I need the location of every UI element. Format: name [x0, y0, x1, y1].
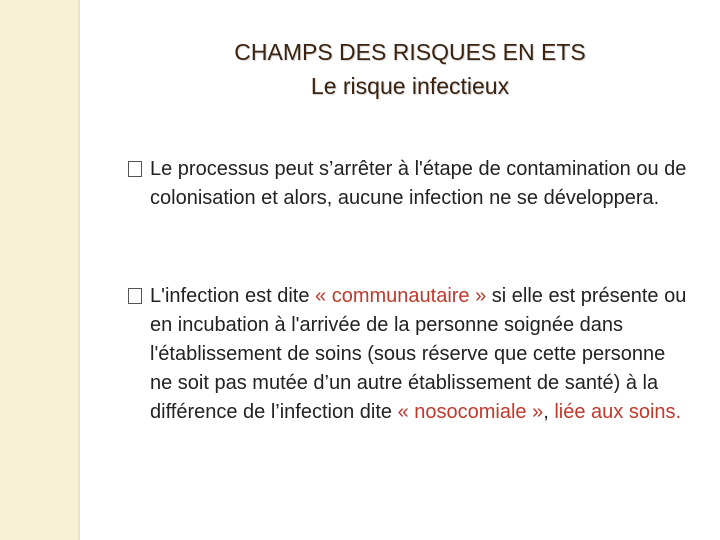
- bullet-text-2: [150, 282, 688, 427]
- left-stripe-edge: [78, 0, 80, 540]
- square-bullet-icon: [128, 288, 142, 304]
- slide-title: CHAMPS DES RISQUES EN ETS: [234, 39, 586, 65]
- bullet-text-1: Le processus peut s’arrêter à l'étape de contamination ou de colonisation et alors, aucune infection ne se développera.: [150, 158, 687, 209]
- bullet-item-1: [128, 155, 688, 213]
- bullet-2-highlight-communautaire: « communautaire »: [315, 285, 487, 307]
- square-bullet-icon: [128, 161, 142, 177]
- bullet-item-2: [128, 282, 688, 427]
- bullet-2-highlight-liee-aux-soins: liée aux soins.: [554, 401, 682, 423]
- slide-subtitle: Le risque infectieux: [310, 73, 510, 99]
- bullet-2-text-part-2: si elle est présente ou en incubation à l'arrivée de la personne soignée dans l'établissement de soins (sous réserve que cette personne ne soit pas mutée d’un autre établissement de santé) à la différence de l’infection dite: [150, 285, 687, 423]
- bullet-2-text-part-3: ,: [543, 401, 555, 423]
- bullet-2-text-part-1: L'infection est dite: [150, 285, 316, 307]
- bullet-2-highlight-nosocomiale: « nosocomiale »: [397, 401, 544, 423]
- left-decorative-stripe: [0, 0, 78, 540]
